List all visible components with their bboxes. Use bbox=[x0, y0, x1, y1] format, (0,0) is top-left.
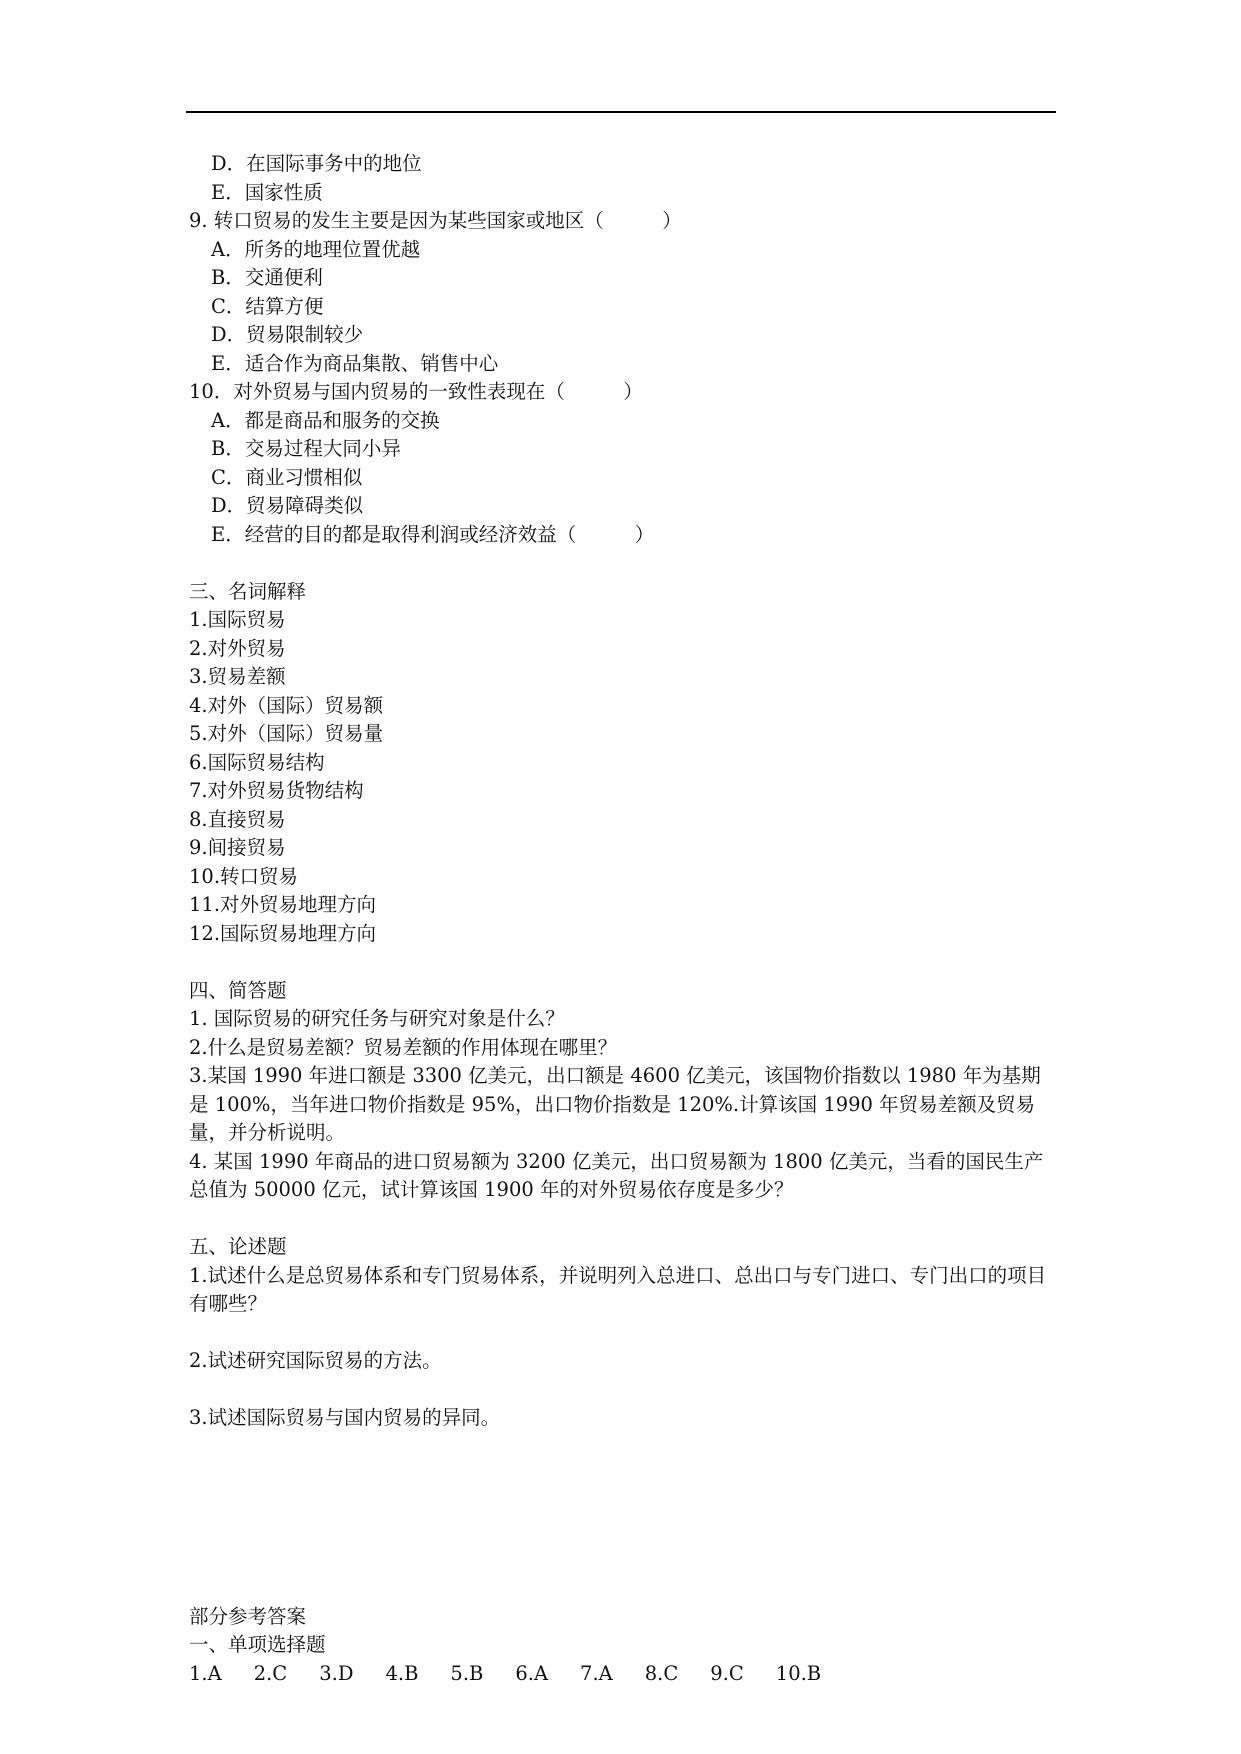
q8-option-d: D．在国际事务中的地位 bbox=[211, 152, 422, 175]
answer-item: 3.D bbox=[319, 1661, 354, 1685]
q9-option-d: D．贸易限制较少 bbox=[211, 323, 364, 346]
term-item: 7.对外贸易货物结构 bbox=[189, 779, 364, 802]
term-item: 4.对外（国际）贸易额 bbox=[189, 693, 384, 717]
q10-option-a: A．都是商品和服务的交换 bbox=[211, 408, 440, 432]
q9-option-c: C．结算方便 bbox=[211, 294, 324, 318]
q10-option-b: B．交易过程大同小异 bbox=[211, 437, 401, 460]
answers-subtitle: 一、单项选择题 bbox=[189, 1633, 326, 1656]
short-answer-item: 3.某国 1990 年进口额是 3300 亿美元，出口额是 4600 亿美元，该国物价指数以 1980 年为基期是 100%，当年进口物价指数是 95%，出口物价指数是 120%.计算该国 1990 年贸易差额及贸易量，并分析说明。 bbox=[189, 1064, 1041, 1144]
term-item: 12.国际贸易地理方向 bbox=[189, 921, 377, 945]
q10-option-c: C．商业习惯相似 bbox=[211, 465, 363, 489]
q9-option-a: A．所务的地理位置优越 bbox=[211, 237, 421, 261]
answer-item: 1.A bbox=[189, 1661, 222, 1685]
section3-title: 三、名词解释 bbox=[189, 579, 307, 603]
answer-item: 4.B bbox=[385, 1661, 419, 1685]
term-item: 9.间接贸易 bbox=[189, 836, 286, 859]
short-answer-item: 1. 国际贸易的研究任务与研究对象是什么？ bbox=[189, 1007, 565, 1030]
short-answer-item: 4. 某国 1990 年商品的进口贸易额为 3200 亿美元，出口贸易额为 1800 亿美元，当看的国民生产总值为 50000 亿元，试计算该国 1900 年的对外贸易依存度是多少？ bbox=[189, 1149, 1044, 1201]
essay-item: 1.试述什么是总贸易体系和专门贸易体系，并说明列入总进口、总出口与专门进口、专门出口的项目有哪些？ bbox=[189, 1263, 1047, 1315]
q9-stem: 9. 转口贸易的发生主要是因为某些国家或地区（ ） bbox=[189, 209, 682, 232]
answer-item: 5.B bbox=[450, 1661, 484, 1685]
term-item: 5.对外（国际）贸易量 bbox=[189, 722, 384, 745]
answer-key bbox=[189, 1660, 1055, 1689]
answer-item: 6.A bbox=[515, 1661, 549, 1685]
essay-item: 2.试述研究国际贸易的方法。 bbox=[189, 1349, 442, 1372]
q10-option-d: D．贸易障碍类似 bbox=[211, 494, 364, 517]
term-item: 10.转口贸易 bbox=[189, 864, 299, 888]
answer-item: 2.C bbox=[253, 1661, 288, 1685]
answer-item: 9.C bbox=[710, 1661, 744, 1685]
q10-stem: 10．对外贸易与国内贸易的一致性表现在（ ） bbox=[189, 380, 643, 403]
q8-option-e: E．国家性质 bbox=[211, 180, 323, 204]
term-item: 8.直接贸易 bbox=[189, 807, 286, 831]
answer-item: 8.C bbox=[644, 1661, 679, 1685]
q9-option-e: E．适合作为商品集散、销售中心 bbox=[211, 351, 499, 375]
header-rule bbox=[186, 111, 1056, 113]
q10-option-e: E．经营的目的都是取得利润或经济效益（ ） bbox=[211, 522, 655, 546]
section4-title: 四、简答题 bbox=[189, 978, 287, 1002]
answer-item: 7.A bbox=[580, 1661, 613, 1685]
term-item: 3.贸易差额 bbox=[189, 665, 286, 688]
document-body bbox=[189, 150, 1055, 1688]
term-item: 2.对外贸易 bbox=[189, 636, 286, 660]
q9-option-b: B．交通便利 bbox=[211, 266, 323, 289]
essay-item: 3.试述国际贸易与国内贸易的异同。 bbox=[189, 1406, 501, 1429]
term-item: 6.国际贸易结构 bbox=[189, 750, 325, 774]
term-item: 1.国际贸易 bbox=[189, 608, 286, 631]
answer-item: 10.B bbox=[775, 1661, 822, 1685]
term-item: 11.对外贸易地理方向 bbox=[189, 893, 377, 916]
section5-title: 五、论述题 bbox=[189, 1235, 287, 1258]
short-answer-item: 2.什么是贸易差额？贸易差额的作用体现在哪里？ bbox=[189, 1035, 618, 1059]
answers-title: 部分参考答案 bbox=[189, 1604, 307, 1628]
